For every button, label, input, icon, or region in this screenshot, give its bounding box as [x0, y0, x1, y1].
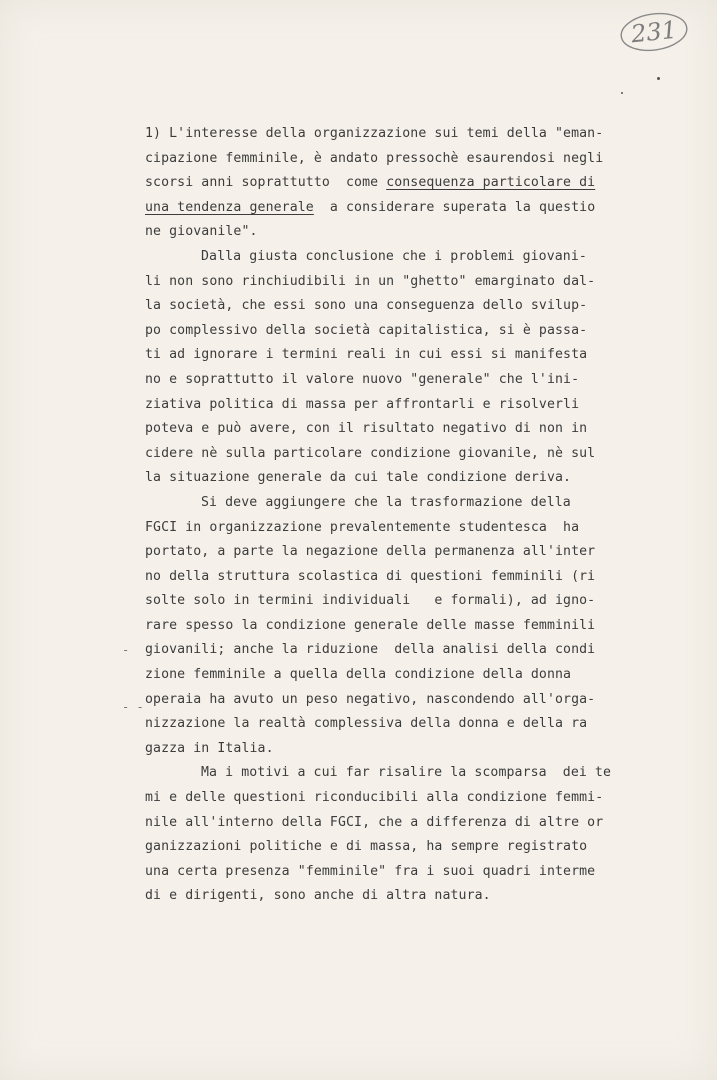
- text-line: ne giovanile".: [145, 224, 258, 240]
- text-line: una certa presenza "femminile" fra i suoi quadri interme: [145, 863, 596, 879]
- text-line: rare spesso la condizione generale delle masse femminili: [145, 617, 596, 633]
- text-line: po complessivo della società capitalistica, si è passa-: [145, 322, 588, 338]
- paragraph-1: [145, 122, 645, 245]
- text-line: nile all'interno della FGCI, che a differenza di altre or: [145, 814, 604, 830]
- text-segment: a considerare superata la questio: [313, 199, 596, 215]
- page-number-text: 231: [629, 15, 679, 49]
- text-line: Si deve aggiungere che la trasformazione della: [201, 494, 571, 510]
- paragraph-2: [145, 245, 645, 491]
- text-line: nizzazione la realtà complessiva della donna e della ra: [145, 716, 588, 732]
- text-line: cidere nè sulla particolare condizione giovanile, nè sul: [145, 445, 596, 461]
- text-line: Ma i motivi a cui far risalire la scomparsa dei te: [201, 765, 612, 781]
- text-line: 1) L'interesse della organizzazione sui temi della "eman-: [145, 126, 604, 141]
- text-line: la situazione generale da cui tale condizione deriva.: [145, 470, 572, 486]
- text-line: di e dirigenti, sono anche di altra natura.: [145, 888, 491, 904]
- underlined-text: una tendenza generale: [145, 199, 314, 215]
- paper-speck: [621, 92, 623, 94]
- handwritten-page-number: [618, 10, 690, 54]
- paragraph-3: [145, 491, 645, 762]
- text-line: la società, che essi sono una conseguenza dello svilup-: [145, 298, 588, 314]
- text-line: [145, 196, 645, 221]
- text-line: operaia ha avuto un peso negativo, nascondendo all'orga-: [145, 691, 596, 707]
- text-line: [145, 171, 645, 196]
- typed-text-body: [145, 122, 645, 909]
- text-line: no e soprattutto il valore nuovo "generale" che l'ini-: [145, 371, 580, 387]
- margin-mark: - -: [122, 700, 144, 714]
- text-line: cipazione femminile, è andato pressochè esaurendosi negli: [145, 150, 604, 166]
- text-line: mi e delle questioni riconducibili alla condizione femmi-: [145, 790, 604, 806]
- text-line: ganizzazioni politiche e di massa, ha sempre registrato: [145, 839, 588, 855]
- text-line: Dalla giusta conclusione che i problemi giovani-: [201, 248, 587, 264]
- text-line: giovanili; anche la riduzione della analisi della condi: [145, 642, 596, 658]
- text-line: solte solo in termini individuali e formali), ad igno-: [145, 593, 596, 609]
- text-line: portato, a parte la negazione della permanenza all'inter: [145, 544, 596, 560]
- paper-speck: [657, 77, 660, 80]
- margin-mark: -: [122, 643, 130, 657]
- text-line: FGCI in organizzazione prevalentemente studentesca ha: [145, 519, 580, 535]
- paragraph-4: [145, 761, 645, 909]
- underlined-text: consequenza particolare di: [386, 175, 596, 191]
- text-line: poteva e può avere, con il risultato negativo di non in: [145, 421, 588, 437]
- text-line: ziativa politica di massa per affrontarli e risolverli: [145, 396, 580, 412]
- text-line: li non sono rinchiudibili in un "ghetto" emarginato dal-: [145, 273, 596, 289]
- text-segment: scorsi anni soprattutto come: [145, 175, 387, 191]
- text-line: gazza in Italia.: [145, 740, 274, 756]
- text-line: ti ad ignorare i termini reali in cui essi si manifesta: [145, 347, 588, 363]
- text-line: no della struttura scolastica di questioni femminili (ri: [145, 568, 596, 584]
- text-line: zione femminile a quella della condizione della donna: [145, 667, 572, 683]
